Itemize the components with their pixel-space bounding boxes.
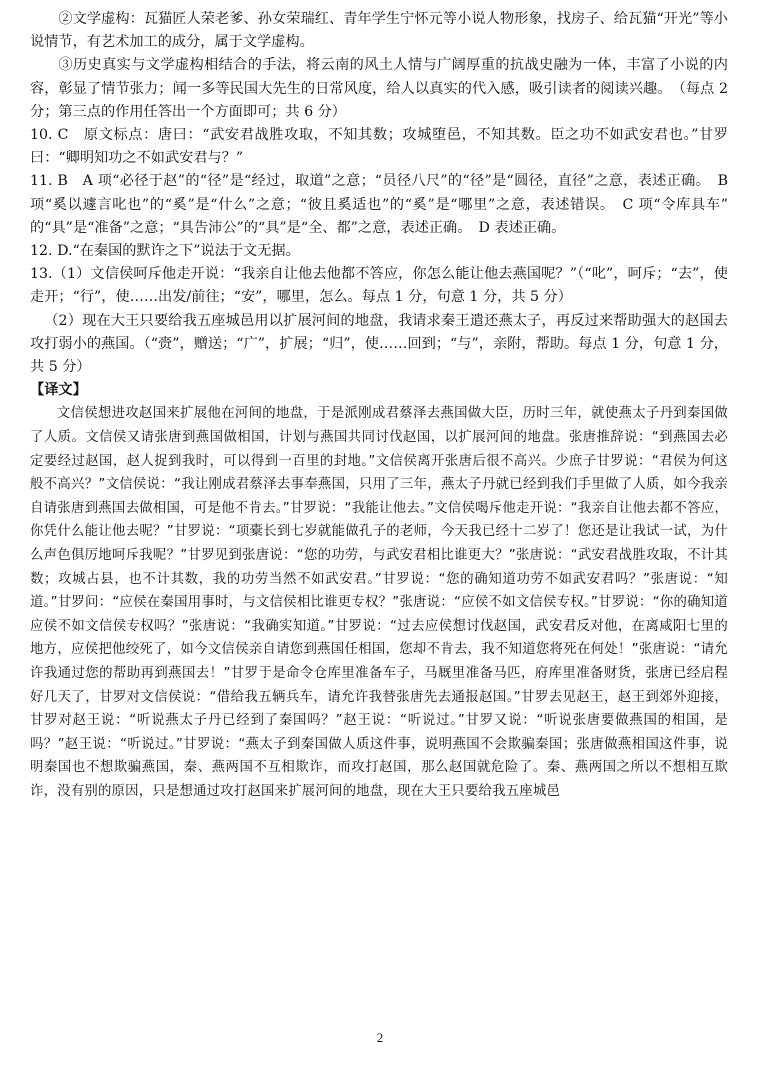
answer-point-2: ②文学虚构：瓦猫匠人荣老爹、孙女荣瑞红、青年学生宁怀元等小说人物形象，找房子、给瓦猫“开光”等小说情节，有艺术加工的成分，属于文学虚构。 bbox=[30, 11, 728, 51]
answer-q13-1: 13.（1）文信侯呵斥他走开说：“我亲自让他去他都不答应，你怎么能让他去燕国呢？”（“叱”，呵斥；“去”，使走开；“行”，使……出发/前往；“安”，哪里，怎么。每点 1 分，句意 1 分，共 5 分） bbox=[30, 266, 728, 306]
translation-heading: 【译文】 bbox=[30, 382, 87, 399]
answer-q13-2: （2）现在大王只要给我五座城邑用以扩展河间的地盘，我请求秦王遣还燕太子，再反过来帮助强大的赵国去攻打弱小的燕国。（“赍”，赠送；“广”，扩展；“归”，使……回到；“与”，亲附，帮助。每点 1 分，句意 1 分，共 5 分） bbox=[30, 312, 728, 376]
translation-text: 文信侯想进攻赵国来扩展他在河间的地盘，于是派刚成君蔡泽去燕国做大臣，历时三年，就使燕太子丹到秦国做了人质。文信侯又请张唐到燕国做相国，计划与燕国共同讨伐赵国，以扩展河间的地盘。张唐推辞说：“到燕国去必定要经过赵国，赵人捉到我时，可以得到一百里的封地。”文信侯离开张唐后很不高兴。少庶子甘罗说：“君侯为何这般不高兴？”文信侯说：“我让刚成君蔡泽去事奉燕国，只用了三年，燕太子丹就已经到我们手里做了人质，如今我亲自请张唐到燕国去做相国，可是他不肯去。”甘罗说：“我能让他去。”文信侯喝斥他走开说：“我亲自让他去都不答应，你凭什么能让他去呢？”甘罗说：“项橐长到七岁就能做孔子的老师，今天我已经十二岁了！您还是让我试一试，为什么声色俱厉地呵斥我呢？”甘罗见到张唐说：“您的功劳，与武安君相比谁更大？”张唐说：“武安君战胜攻取，不计其数；攻城占县，也不计其数，我的功劳当然不如武安君。”甘罗说：“您的确知道功劳不如武安君吗？”张唐说：“知道。”甘罗问：“应侯在秦国用事时，与文信侯相比谁更专权？”张唐说：“应侯不如文信侯专权。”甘罗说：“你的确知道应侯不如文信侯专权吗？”张唐说：“我确实知道。”甘罗说：“过去应侯想讨伐赵国，武安君反对他，在离咸阳七里的地方，应侯把他绞死了，如今文信侯亲自请您到燕国任相国，您却不肯去，我不知道您将死在何处！”张唐说：“请允许我通过您的帮助再到燕国去！”甘罗于是命令仓库里准备车子，马厩里准备马匹，府库里准备财货，张唐已经启程好几天了，甘罗对文信侯说：“借给我五辆兵车，请允许我替张唐先去通报赵国。”甘罗去见赵王，赵王到郊外迎接，甘罗对赵王说：“听说燕太子丹已经到了秦国吗？”赵王说：“听说过。”甘罗又说：“听说张唐要做燕国的相国，是吗？”赵王说：“听说过。”甘罗说：“燕太子到秦国做人质这件事，说明燕国不会欺骗秦国；张唐做燕相国这件事，说明秦国也不想欺骗燕国，秦、燕两国不互相欺诈，而攻打赵国，那么赵国就危险了。秦、燕两国之所以不想相互欺诈，没有别的原因，只是想通过攻打赵国来扩展河间的地盘，现在大王只要给我五座城邑 bbox=[30, 406, 728, 799]
answer-point-3: ③历史真实与文学虚构相结合的手法，将云南的风土人情与广阔厚重的抗战史融为一体，丰富了小说的内容，彰显了情节张力；闻一多等民国大先生的日常风度，给人以真实的代入感，吸引读者的阅读兴趣。 （每点 2 分；第三点的作用任答出一个方面即可；共 6 分） bbox=[30, 57, 728, 120]
answer-section bbox=[30, 8, 743, 379]
answer-q10: 10. C 原文标点：唐曰：“武安君战胜攻取，不知其数；攻城堕邑，不知其数。臣之功不如武安君也。”甘罗曰：“卿明知功之不如武安君与？” bbox=[30, 127, 728, 167]
answer-q12: 12. D.“在秦国的默许之下”说法于文无据。 bbox=[30, 243, 300, 260]
page-content bbox=[30, 8, 743, 804]
page-number: 2 bbox=[376, 1030, 384, 1045]
translation-section bbox=[30, 402, 728, 803]
answer-q11: 11. B A 项“必径于赵”的“径”是“经过，取道”之意；“员径八尺”的“径”是“圆径，直径”之意，表述正确。 B 项“奚以遽言叱也”的“奚”是“什么”之意；“彼且奚适也”的“奚”是“哪里”之意，表述错误。 C 项“令库具车” 的“具”是“准备”之意；“具告沛公”的“具”是“全、都”之意，表述正确。 D 表述正确。 bbox=[30, 173, 743, 236]
